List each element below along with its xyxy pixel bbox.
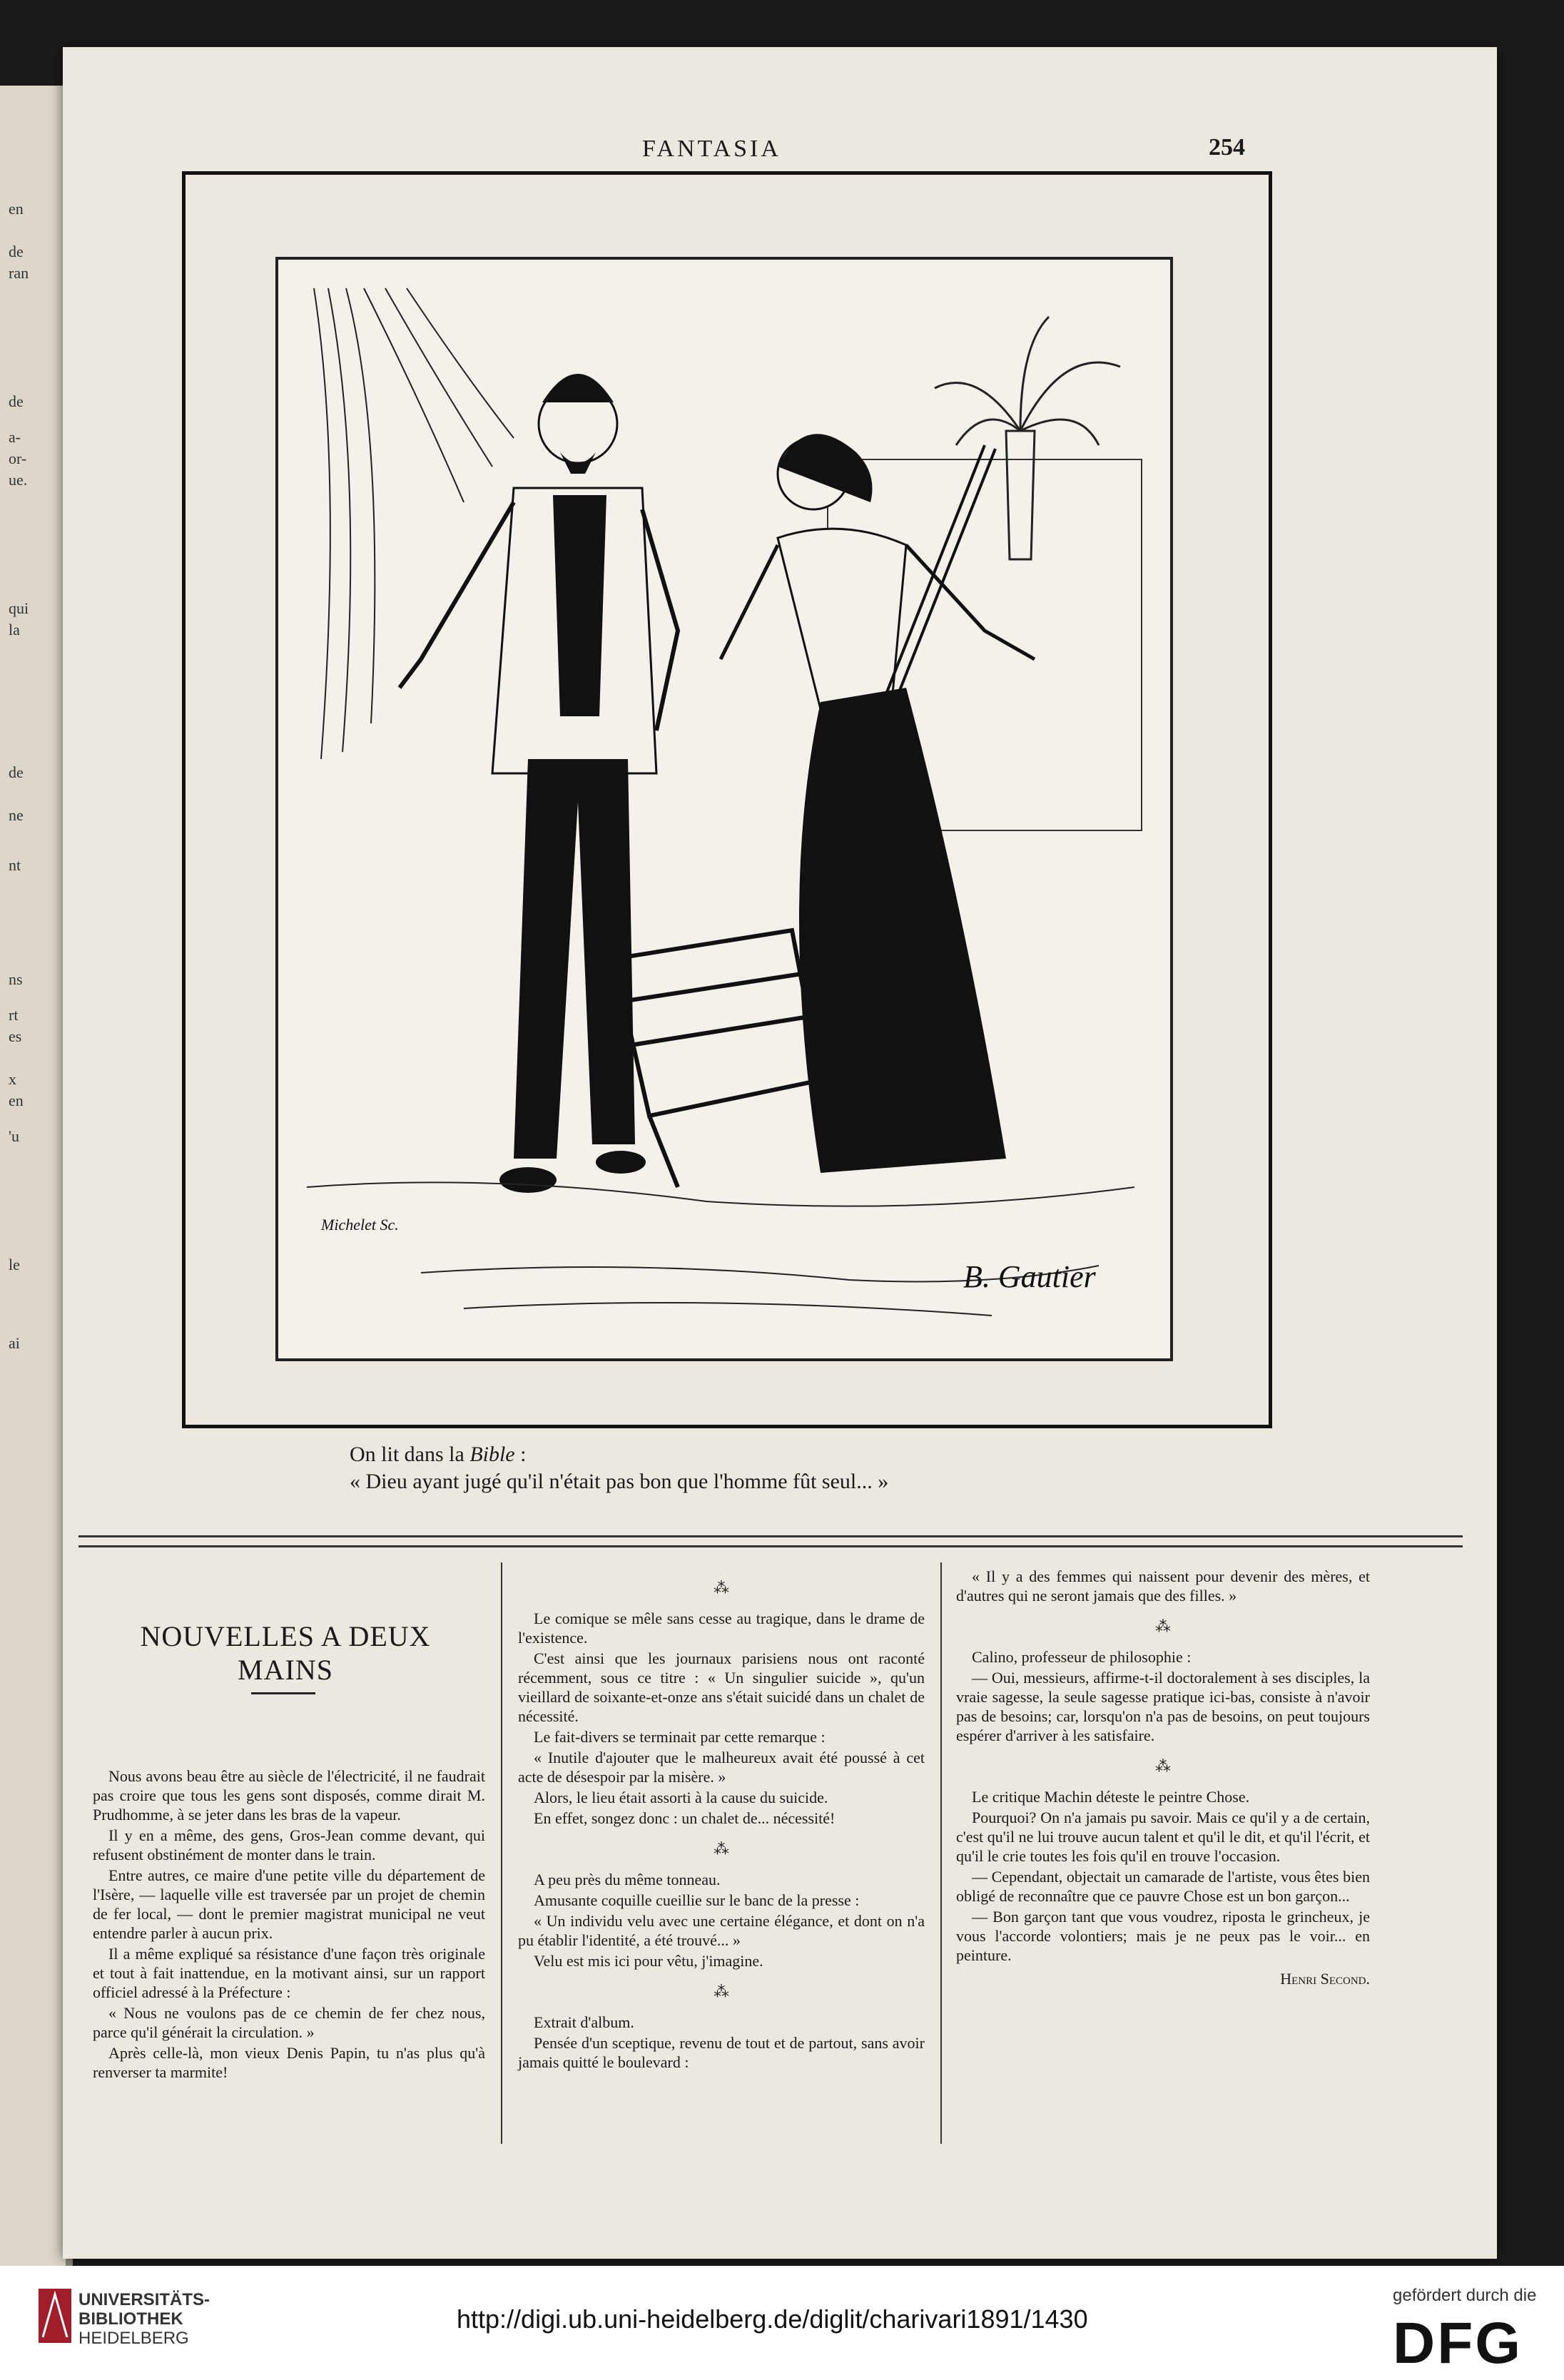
page-number: 254	[1209, 134, 1245, 161]
paragraph: — Oui, messieurs, affirme-t-il doctoralement à ses disciples, la vraie sagesse, la seule sagesse pratique ici-bas, consiste à n'avoir pas de besoins; car, lorsqu'on n'a pas de besoins, on peut toujours espérer d'arriver à les satisfaire.	[956, 1669, 1370, 1744]
facing-page-fragment: ai	[9, 1334, 20, 1352]
plant-drawing	[935, 317, 1120, 559]
paragraph: Il y en a même, des gens, Gros-Jean comme devant, qui refusent obstinément de monter dans le train.	[93, 1826, 485, 1863]
article-title: NOUVELLES A DEUX MAINS	[140, 1620, 431, 1686]
separator-stars: ⁂	[714, 1579, 729, 1597]
paragraph: Entre autres, ce maire d'une petite ville du département de l'Isère, — laquelle ville est traversée par un projet de chemin de fer local, — dont le premier magistrat municipal ne veut entendre parler à aucun prix.	[93, 1866, 485, 1942]
running-header: FANTASIA	[642, 136, 781, 162]
facing-page-fragment: rt	[9, 1006, 19, 1024]
facing-page-fragment: or-	[9, 449, 27, 467]
paragraph: Pourquoi? On n'a jamais pu savoir. Mais ce qu'il y a de certain, c'est qu'il ne lui trouve aucun talent et qu'il le dit, et qu'il l'écrit, et qu'il le crie toutes les fois qu'il en trouve l'occasion.	[956, 1809, 1370, 1865]
institution-name	[78, 2290, 210, 2348]
separator-stars: ⁂	[714, 1983, 729, 2000]
funder-label: gefördert durch die	[1393, 2286, 1537, 2305]
facing-page-fragment: en	[9, 200, 24, 218]
facing-page-fragment: la	[9, 621, 20, 639]
caption-suffix: :	[514, 1443, 527, 1466]
paragraph: En effet, songez donc : un chalet de... nécessité!	[534, 1809, 836, 1827]
facing-page-fragment: qui	[9, 599, 29, 617]
paragraph: Calino, professeur de philosophie :	[972, 1648, 1192, 1666]
caption-line-1	[350, 1441, 888, 1468]
paragraph: « Inutile d'ajouter que le malheureux avait été poussé à cet acte de désespoir par la misère. »	[518, 1749, 925, 1786]
paragraph: « Un individu velu avec une certaine élégance, et dont on n'a pu établir l'identité, a été trouvé... »	[518, 1912, 925, 1949]
paragraph: « Nous ne voulons pas de ce chemin de fer chez nous, parce qu'il générait la circulation. »	[93, 2004, 485, 2041]
facing-page-fragment: de	[9, 763, 24, 781]
facing-page-fragment: nt	[9, 856, 21, 874]
paragraph: — Bon garçon tant que vous voudrez, riposta le grincheux, je vous l'accorde volontiers; mais je ne peux pas le voir... en peinture.	[956, 1908, 1370, 1964]
facing-page-fragment: a-	[9, 428, 21, 446]
paragraph: Il a même expliqué sa résistance d'une façon très originale et tout à fait inattendue, en la motivant ainsi, sur un rapport officiel adressé à la Préfecture :	[93, 1945, 485, 2001]
section-rule-top	[78, 1535, 1463, 1537]
caption-line-2: « Dieu ayant jugé qu'il n'était pas bon que l'homme fût seul... »	[350, 1470, 889, 1493]
facing-page-fragment: en	[9, 1092, 24, 1109]
paragraph: C'est ainsi que les journaux parisiens nous ont raconté récemment, sous ce titre : « Un singulier suicide », qu'un vieillard de soixante-et-onze ans s'était suicidé dans un chalet de nécessité.	[518, 1649, 925, 1725]
paragraph: Après celle-là, mon vieux Denis Papin, tu n'as plus qu'à renverser ta marmite!	[93, 2044, 485, 2081]
facing-page-fragment: de	[9, 243, 24, 260]
paragraph-group	[956, 1647, 1370, 1745]
facing-page-fragment: x	[9, 1070, 16, 1088]
paragraph: A peu près du même tonneau.	[534, 1871, 721, 1888]
facing-page-fragment: le	[9, 1256, 20, 1273]
paragraph: — Cependant, objectait un camarade de l'artiste, vous êtes bien obligé de reconnaître que ce pauvre Chose est un bon garçon...	[956, 1868, 1370, 1905]
illustration	[275, 257, 1173, 1361]
paragraph: Nous avons beau être au siècle de l'électricité, il ne faudrait pas croire que tous les gens sont disposés, comme dirait M. Prudhomme, à se jeter dans les bras de la vapeur.	[93, 1767, 485, 1824]
paragraph: Extrait d'album.	[534, 2013, 634, 2031]
paragraph: Le fait-divers se terminait par cette remarque :	[534, 1728, 826, 1746]
section-rule-bottom	[78, 1545, 1463, 1547]
paragraph: Amusante coquille cueillie sur le banc de la presse :	[534, 1891, 860, 1909]
permalink-url[interactable]: http://digi.ub.uni-heidelberg.de/diglit/charivari1891/1430	[457, 2304, 1088, 2334]
paragraph: Le critique Machin déteste le peintre Chose.	[972, 1788, 1250, 1806]
university-seal-icon	[37, 2287, 73, 2344]
caption-bible-title: Bible	[469, 1443, 515, 1466]
engraver-signature: Michelet Sc.	[321, 1216, 399, 1234]
column-separator-1	[501, 1562, 502, 2144]
paragraph-group	[518, 1609, 925, 1828]
paragraph-group	[956, 1567, 1370, 1605]
facing-page-fragment: ue.	[9, 471, 28, 489]
paragraph: Le comique se mêle sans cesse au tragique, dans le drame de l'existence.	[518, 1609, 925, 1647]
paragraph-group	[956, 1787, 1370, 1965]
dfg-logo: DFG	[1393, 2311, 1523, 2376]
facing-page-fragment: de	[9, 392, 24, 410]
woman-figure-drawing	[721, 434, 1035, 1173]
article-column-3	[956, 1567, 1370, 1988]
separator-stars: ⁂	[1155, 1617, 1171, 1635]
paragraph: « Il y a des femmes qui naissent pour devenir des mères, et d'autres qui ne seront jamais que des filles. »	[956, 1567, 1370, 1605]
facing-page-fragment: ne	[9, 806, 24, 824]
paragraph: Pensée d'un sceptique, revenu de tout et de partout, sans avoir jamais quitté le boulevard :	[518, 2034, 925, 2071]
artist-signature: B. Gautier	[963, 1259, 1096, 1294]
column-separator-2	[940, 1562, 942, 2144]
illustration-caption	[350, 1441, 888, 1495]
article-column-1	[93, 1766, 485, 2083]
title-underline	[251, 1692, 315, 1694]
paragraph: Velu est mis ici pour vêtu, j'imagine.	[534, 1952, 763, 1970]
institution-line-3: HEIDELBERG	[78, 2329, 189, 2348]
institution-line-1: UNIVERSITÄTS-	[78, 2290, 210, 2309]
facing-page-fragment: ran	[9, 264, 29, 282]
floor-drawing	[307, 1182, 1134, 1316]
paragraph-group	[518, 2013, 925, 2072]
separator-stars: ⁂	[714, 1840, 729, 1858]
caption-prefix: On lit dans la	[350, 1443, 470, 1466]
article-column-2	[518, 1567, 925, 2073]
facing-page-fragment: 'u	[9, 1127, 19, 1145]
man-figure-drawing	[400, 374, 678, 1193]
curtain-drawing	[314, 288, 514, 759]
institution-line-2: BIBLIOTHEK	[78, 2309, 183, 2329]
author-signature: Henri Second.	[1280, 1970, 1370, 1988]
paragraph: Alors, le lieu était assorti à la cause du suicide.	[534, 1789, 828, 1806]
facing-page-fragment: es	[9, 1027, 22, 1045]
facing-page-edge	[0, 86, 66, 2269]
separator-stars: ⁂	[1155, 1757, 1171, 1775]
paragraph-group	[518, 1870, 925, 1970]
facing-page-fragment: ns	[9, 970, 23, 988]
cartoon-drawing	[278, 260, 1170, 1358]
